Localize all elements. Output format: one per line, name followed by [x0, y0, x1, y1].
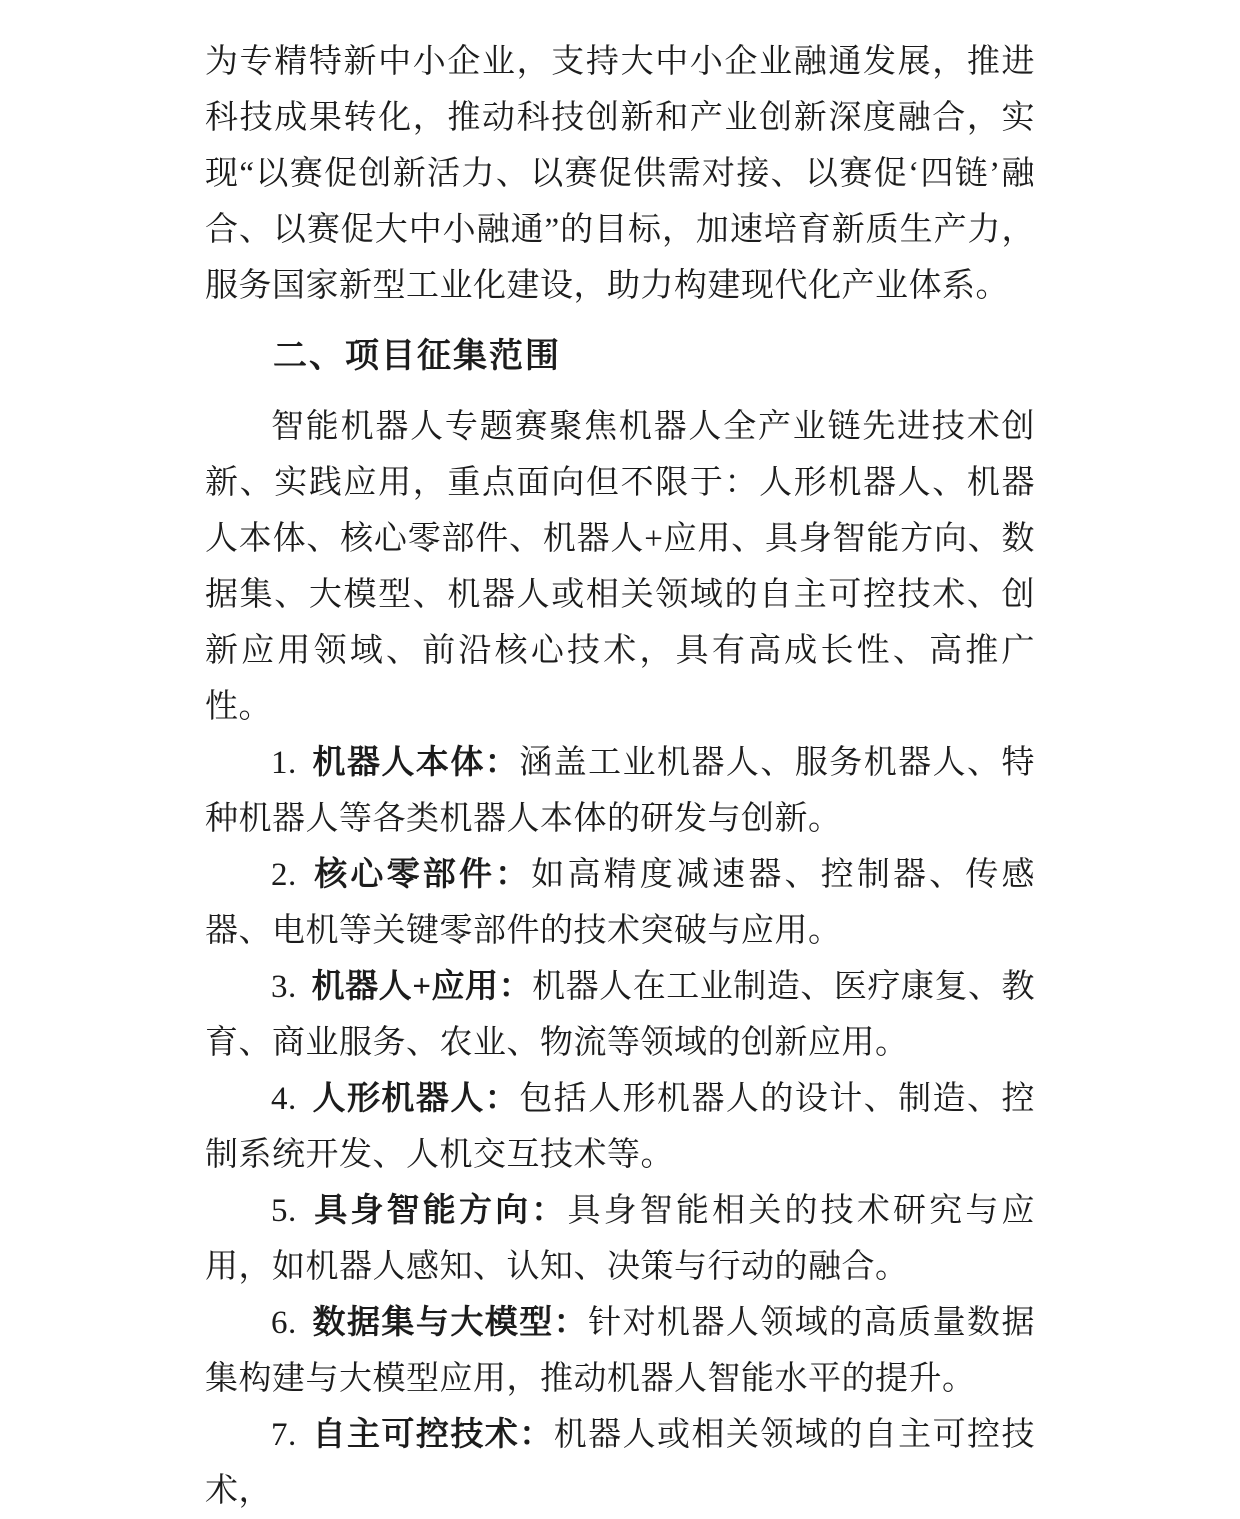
item-text: 针对机器人领域的高质量数据集构建与大模型应用，推动机器人智能水平的提升。 — [205, 1305, 1036, 1397]
item-label: 数据集与大模型： — [311, 1305, 589, 1341]
section-heading: 二、项目征集范围 — [273, 337, 561, 375]
item-number: 6. — [271, 1305, 297, 1341]
item-number: 7. — [271, 1417, 297, 1453]
list-item-1 — [205, 735, 1035, 847]
list-item-5 — [205, 1183, 1035, 1295]
list-item-4 — [205, 1071, 1035, 1183]
item-number: 2. — [271, 857, 297, 893]
item-text: 如高精度减速器、控制器、传感器、电机等关键零部件的技术突破与应用。 — [205, 857, 1036, 949]
list-item-3 — [205, 959, 1035, 1071]
item-label: 人形机器人： — [311, 1081, 520, 1117]
item-text: 机器人或相关领域的自主可控技术， — [205, 1417, 1036, 1509]
intro-paragraph: 为专精特新中小企业，支持大中小企业融通发展，推进科技成果转化，推动科技创新和产业创新深度融合，实现“以赛促创新活力、以赛促供需对接、以赛促‘四链’融合、以赛促大中小融通”的目标，加速培育新质生产力，服务国家新型工业化建设，助力构建现代化产业体系。 — [205, 44, 1035, 304]
item-number: 4. — [271, 1081, 297, 1117]
item-label: 机器人本体： — [311, 745, 520, 781]
list-item-6 — [205, 1295, 1035, 1407]
item-label: 自主可控技术： — [311, 1417, 554, 1453]
item-text: 包括人形机器人的设计、制造、控制系统开发、人机交互技术等。 — [205, 1081, 1036, 1173]
item-label: 机器人+应用： — [311, 969, 533, 1005]
section-intro-paragraph: 智能机器人专题赛聚焦机器人全产业链先进技术创新、实践应用，重点面向但不限于：人形机器人、机器人本体、核心零部件、机器人+应用、具身智能方向、数据集、大模型、机器人或相关领域的自主可控技术、创新应用领域、前沿核心技术，具有高成长性、高推广性。 — [205, 409, 1035, 725]
item-label: 核心零部件： — [311, 857, 532, 893]
item-number: 3. — [271, 969, 297, 1005]
list-item-2 — [205, 847, 1035, 959]
item-number: 5. — [271, 1193, 297, 1229]
item-text: 机器人在工业制造、医疗康复、教育、商业服务、农业、物流等领域的创新应用。 — [205, 969, 1036, 1061]
item-text: 涵盖工业机器人、服务机器人、特种机器人等各类机器人本体的研发与创新。 — [205, 745, 1036, 837]
item-number: 1. — [271, 745, 297, 781]
item-label: 具身智能方向： — [311, 1193, 568, 1229]
list-item-7 — [205, 1407, 1035, 1519]
item-text: 具身智能相关的技术研究与应用，如机器人感知、认知、决策与行动的融合。 — [205, 1193, 1036, 1285]
